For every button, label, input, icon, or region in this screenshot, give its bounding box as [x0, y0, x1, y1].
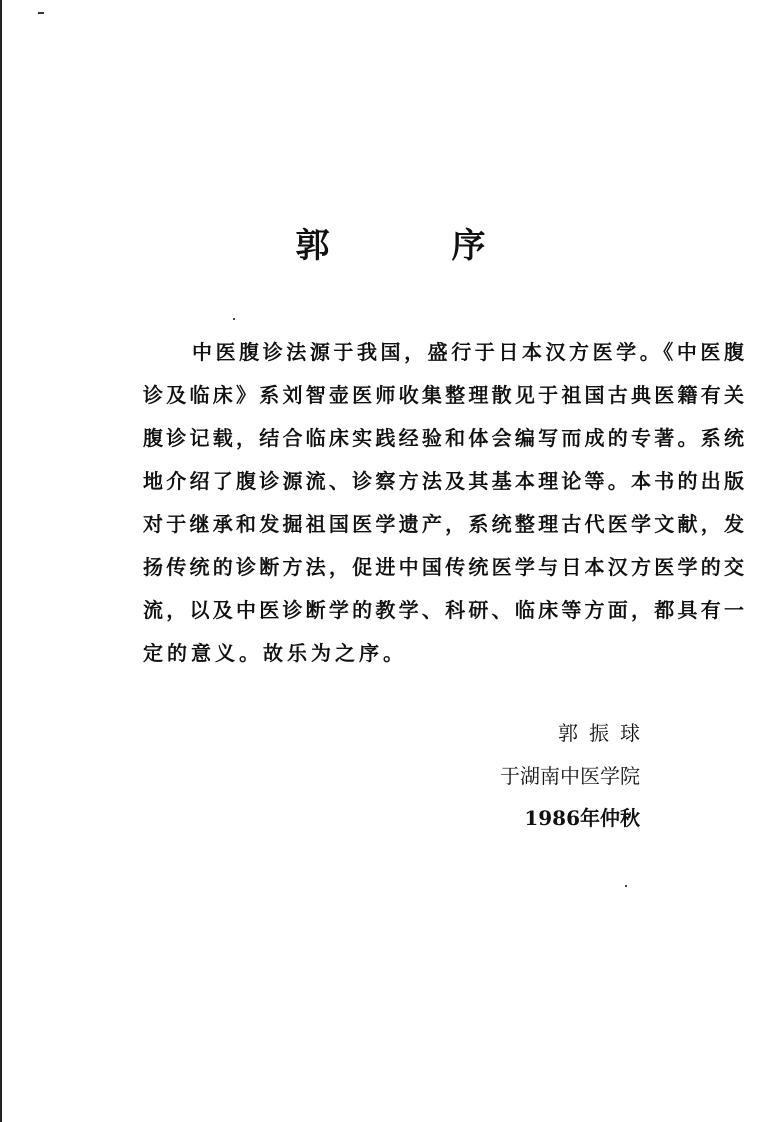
body-line: 对于继承和发掘祖国医学遗产，系统整理古代医学文献，发 — [143, 512, 744, 536]
body-line: 中医腹诊法源于我国，盛行于日本汉方医学。《中医腹 — [192, 340, 744, 364]
body-line: 扬传统的诊断方法，促进中国传统医学与日本汉方医学的交 — [143, 555, 744, 579]
signature-date: 1986年仲秋 — [524, 806, 640, 830]
preface-body — [143, 336, 744, 680]
page-title: 郭 序 — [295, 226, 530, 266]
signature-author: 郭振球 — [558, 721, 651, 745]
scan-speck — [625, 885, 627, 887]
page-edge-line — [0, 0, 2, 1122]
body-line: 流，以及中医诊断学的教学、科研、临床等方面，都具有一 — [143, 598, 744, 622]
scan-speck — [233, 318, 235, 320]
body-line: 腹诊记载，结合临床实践经验和体会编写而成的专著。系统 — [143, 426, 744, 450]
signature-institution: 于湖南中医学院 — [500, 764, 640, 788]
body-line: 诊及临床》系刘智壶医师收集整理散见于祖国古典医籍有关 — [143, 383, 744, 407]
body-line: 地介绍了腹诊源流、诊察方法及其基本理论等。本书的出版 — [143, 469, 744, 493]
body-line: 定的意义。故乐为之序。 — [143, 641, 407, 665]
scan-mark — [38, 12, 44, 14]
